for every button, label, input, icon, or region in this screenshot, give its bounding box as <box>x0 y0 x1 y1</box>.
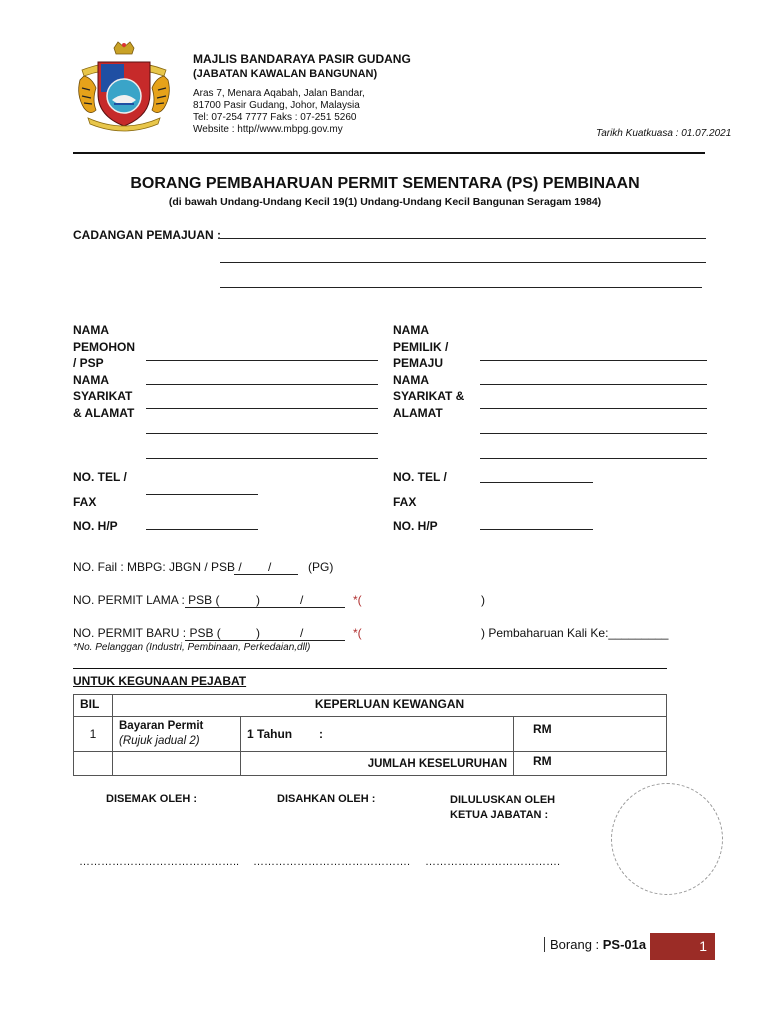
owner-tel-field[interactable] <box>480 482 593 483</box>
new-permit-slash: / <box>300 626 304 640</box>
new-permit-label: NO. PERMIT BARU : PSB ( <box>73 626 221 640</box>
file-no-field[interactable] <box>234 574 298 575</box>
row-number: 1 <box>74 717 113 752</box>
cadangan-pemajuan-label: CADANGAN PEMAJUAN : <box>73 228 222 242</box>
owner-fax-label: FAX <box>393 495 417 509</box>
rm-label-2: RM <box>533 754 552 768</box>
cadangan-field-1[interactable] <box>220 238 706 239</box>
bayaran-cell <box>113 717 241 752</box>
file-no-suffix: (PG) <box>308 560 334 574</box>
applicant-fax-label: FAX <box>73 495 97 509</box>
owner-label-line: NAMA <box>393 323 429 337</box>
rm-label-1: RM <box>533 722 552 736</box>
disahkan-signature-line[interactable]: ……………………………………. <box>253 856 411 868</box>
applicant-label-line: & ALAMAT <box>73 405 135 420</box>
cadangan-field-2[interactable] <box>220 262 706 263</box>
rujuk-jadual: (Rujuk jadual 2) <box>119 735 200 747</box>
form-code: PS-01a <box>602 937 647 952</box>
owner-label-line: PEMILIK / <box>393 339 449 354</box>
old-permit-label: NO. PERMIT LAMA : PSB ( <box>73 593 220 607</box>
applicant-tel-fax-field[interactable] <box>146 494 258 495</box>
diluluskan-label <box>450 793 555 823</box>
office-use-heading: UNTUK KEGUNAAN PEJABAT <box>73 674 247 688</box>
applicant-label-line: NAMA <box>73 372 109 387</box>
tahun-colon: : <box>313 717 514 752</box>
owner-address-field-1[interactable] <box>480 408 707 409</box>
department-name: (JABATAN KAWALAN BANGUNAN) <box>193 68 378 80</box>
applicant-hp-label: NO. H/P <box>73 519 118 533</box>
owner-label-line: NAMA <box>393 372 429 387</box>
address-line-1: Aras 7, Menara Aqabah, Jalan Bandar, <box>193 88 365 99</box>
cadangan-field-3[interactable] <box>220 287 702 288</box>
owner-label-line: SYARIKAT & <box>393 389 465 403</box>
applicant-name-field-1[interactable] <box>146 360 378 361</box>
bayaran-label: Bayaran Permit <box>119 720 204 732</box>
total-row-empty <box>113 752 241 776</box>
website: Website : http//www.mbpg.gov.my <box>193 124 343 135</box>
form-title: BORANG PEMBAHARUAN PERMIT SEMENTARA (PS) PEMBINAAN <box>130 175 640 192</box>
applicant-label <box>73 322 135 421</box>
owner-tel-label: NO. TEL / <box>393 470 447 484</box>
page-number-box <box>650 933 715 960</box>
phone-fax: Tel: 07-254 7777 Faks : 07-251 5260 <box>193 112 357 123</box>
disahkan-label: DISAHKAN OLEH : <box>277 793 376 805</box>
old-permit-close: ) <box>256 593 260 607</box>
owner-label-line: PEMAJU <box>393 356 444 370</box>
owner-label <box>393 322 464 421</box>
total-rm-cell[interactable] <box>514 752 667 776</box>
office-use-divider <box>73 668 667 669</box>
applicant-label-line: PEMOHON <box>73 339 136 354</box>
diluluskan-signature-line[interactable]: ………………………………. <box>425 856 561 868</box>
applicant-label-line: / PSP <box>73 356 104 370</box>
applicant-address-field-2[interactable] <box>146 433 378 434</box>
applicant-name-field-2[interactable] <box>146 384 378 385</box>
applicant-address-field-3[interactable] <box>146 458 378 459</box>
owner-name-field-2[interactable] <box>480 384 707 385</box>
org-name: MAJLIS BANDARAYA PASIR GUDANG <box>193 52 411 66</box>
disemak-label: DISEMAK OLEH : <box>106 793 198 805</box>
page-number: 1 <box>699 938 707 954</box>
old-permit-slash: / <box>300 593 304 607</box>
effective-date: Tarikh Kuatkuasa : 01.07.2021 <box>596 128 732 139</box>
owner-name-field-1[interactable] <box>480 360 707 361</box>
diluluskan-line-2: KETUA JABATAN : <box>450 809 549 821</box>
form-code-prefix: Borang : <box>544 937 603 952</box>
finance-table <box>73 694 667 776</box>
applicant-label-line: NAMA <box>73 323 109 337</box>
applicant-tel-label: NO. TEL / <box>73 470 127 484</box>
old-permit-customer-no: *( <box>353 593 362 607</box>
customer-no-footnote: *No. Pelanggan (Industri, Pembinaan, Perkedaian,dll) <box>73 642 311 653</box>
col-bil-header: BIL <box>74 695 113 717</box>
tahun-label: 1 Tahun <box>241 717 314 752</box>
applicant-hp-field[interactable] <box>146 529 258 530</box>
address-line-2: 81700 Pasir Gudang, Johor, Malaysia <box>193 100 360 111</box>
diluluskan-line-1: DILULUSKAN OLEH <box>450 794 556 806</box>
owner-address-field-2[interactable] <box>480 433 707 434</box>
disemak-signature-line[interactable]: …………………………………….. <box>79 856 240 868</box>
owner-hp-label: NO. H/P <box>393 519 438 533</box>
owner-hp-field[interactable] <box>480 529 593 530</box>
form-subtitle: (di bawah Undang-Undang Kecil 19(1) Undang-Undang Kecil Bangunan Seragam 1984) <box>168 196 602 208</box>
applicant-address-field-1[interactable] <box>146 408 378 409</box>
form-code-label <box>544 937 646 952</box>
renewal-count-label <box>481 626 668 640</box>
jumlah-label: JUMLAH KESELURUHAN <box>241 752 514 776</box>
header-divider <box>73 152 705 154</box>
col-keperluan-header: KEPERLUAN KEWANGAN <box>113 695 667 717</box>
new-permit-field[interactable] <box>185 640 345 641</box>
file-no-label: NO. Fail : MBPG: JBGN / PSB / <box>73 560 242 574</box>
file-no-slash: / <box>268 560 272 574</box>
applicant-label-line: SYARIKAT <box>73 389 133 403</box>
owner-address-field-3[interactable] <box>480 458 707 459</box>
old-permit-field[interactable] <box>185 607 345 608</box>
new-permit-close: ) <box>256 626 260 640</box>
mbpg-crest-logo <box>74 40 174 132</box>
old-permit-end: ) <box>481 593 485 607</box>
amount-rm-cell[interactable] <box>514 717 667 752</box>
owner-label-line: ALAMAT <box>393 405 443 420</box>
renewal-count-field[interactable]: _________ <box>608 626 669 640</box>
official-stamp-circle[interactable] <box>611 783 723 895</box>
renewal-count-text: ) Pembaharuan Kali Ke: <box>481 626 609 640</box>
total-row-bil <box>74 752 113 776</box>
new-permit-customer-no: *( <box>353 626 362 640</box>
